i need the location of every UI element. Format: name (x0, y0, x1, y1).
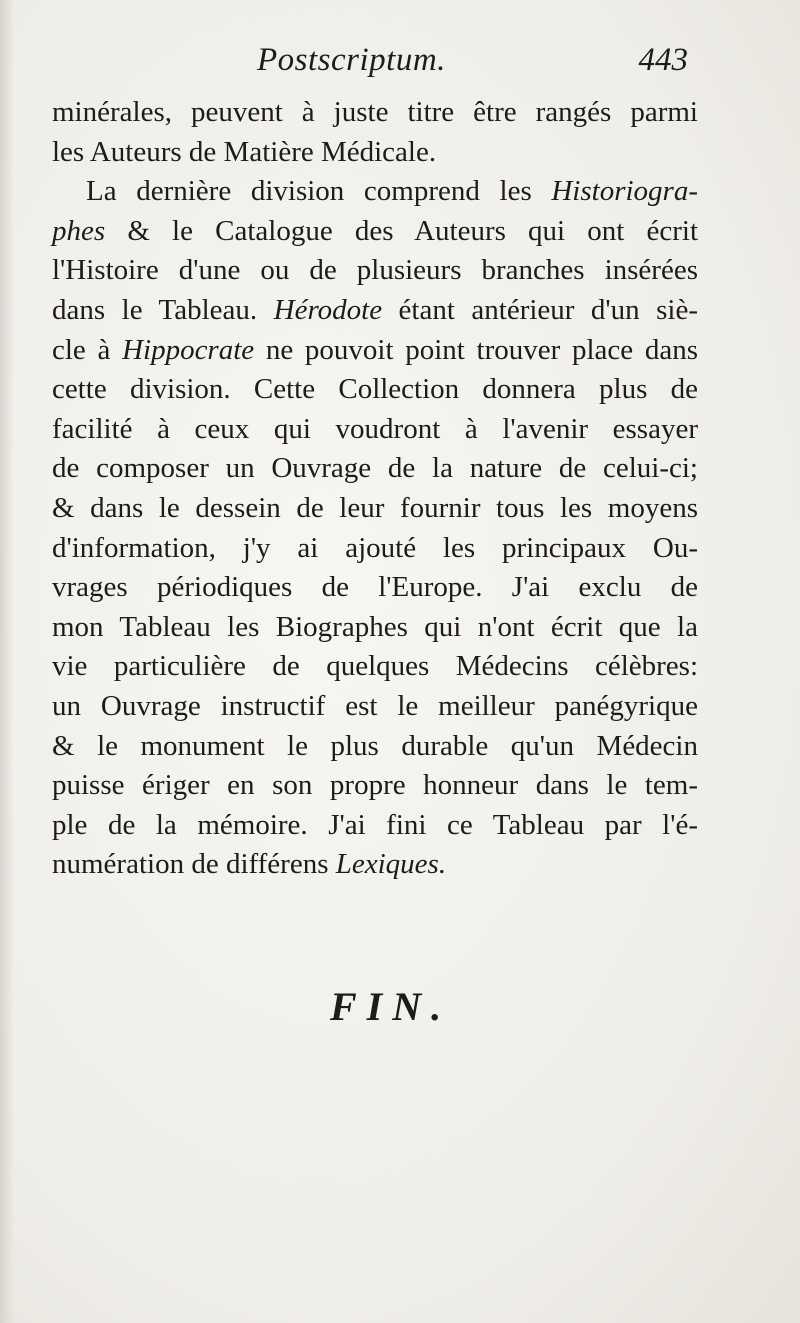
text-line: puisse ériger en son propre honneur dans le tem- (52, 769, 698, 802)
fin-mark: FIN. (330, 984, 452, 1029)
text-line: cette division. Cette Collection donnera plus de (52, 373, 698, 406)
text-line: minérales, peuvent à juste titre être rangés parmi (52, 96, 698, 128)
text-line: de composer un Ouvrage de la nature de celui-ci; (52, 452, 698, 485)
text-line: vrages périodiques de l'Europe. J'ai exclu de (52, 571, 698, 604)
running-header (52, 40, 692, 90)
text-line: mon Tableau les Biographes qui n'ont écrit que la (52, 610, 698, 643)
text-line: La dernière division comprend les Historiogra- (86, 175, 698, 208)
text-line: les Auteurs de Matière Médicale. (52, 135, 437, 168)
text-line: d'information, j'y ai ajouté les principaux Ou- (52, 531, 698, 564)
text-line: dans le Tableau. Hérodote étant antérieur d'un siè- (52, 293, 698, 326)
running-title: Postscriptum. (257, 42, 446, 78)
text-line: phes & le Catalogue des Auteurs qui ont écrit (52, 214, 698, 247)
text-line: numération de différens Lexiques. (52, 848, 447, 881)
text-line: & dans le dessein de leur fournir tous les moyens (52, 491, 698, 524)
page-edge-shadow (0, 0, 14, 1323)
text-line: un Ouvrage instructif est le meilleur panégyrique (52, 689, 698, 722)
text-line: vie particulière de quelques Médecins célèbres: (52, 650, 698, 683)
text-line: l'Histoire d'une ou de plusieurs branches insérées (52, 254, 698, 287)
text-line: ple de la mémoire. J'ai fini ce Tableau par l'é- (52, 808, 698, 841)
page-number: 443 (638, 42, 688, 78)
text-line: facilité à ceux qui voudront à l'avenir essayer (52, 412, 698, 445)
text-line: & le monument le plus durable qu'un Médecin (52, 729, 698, 762)
text-line: cle à Hippocrate ne pouvoit point trouver place dans (52, 333, 698, 366)
body-text (52, 93, 698, 885)
